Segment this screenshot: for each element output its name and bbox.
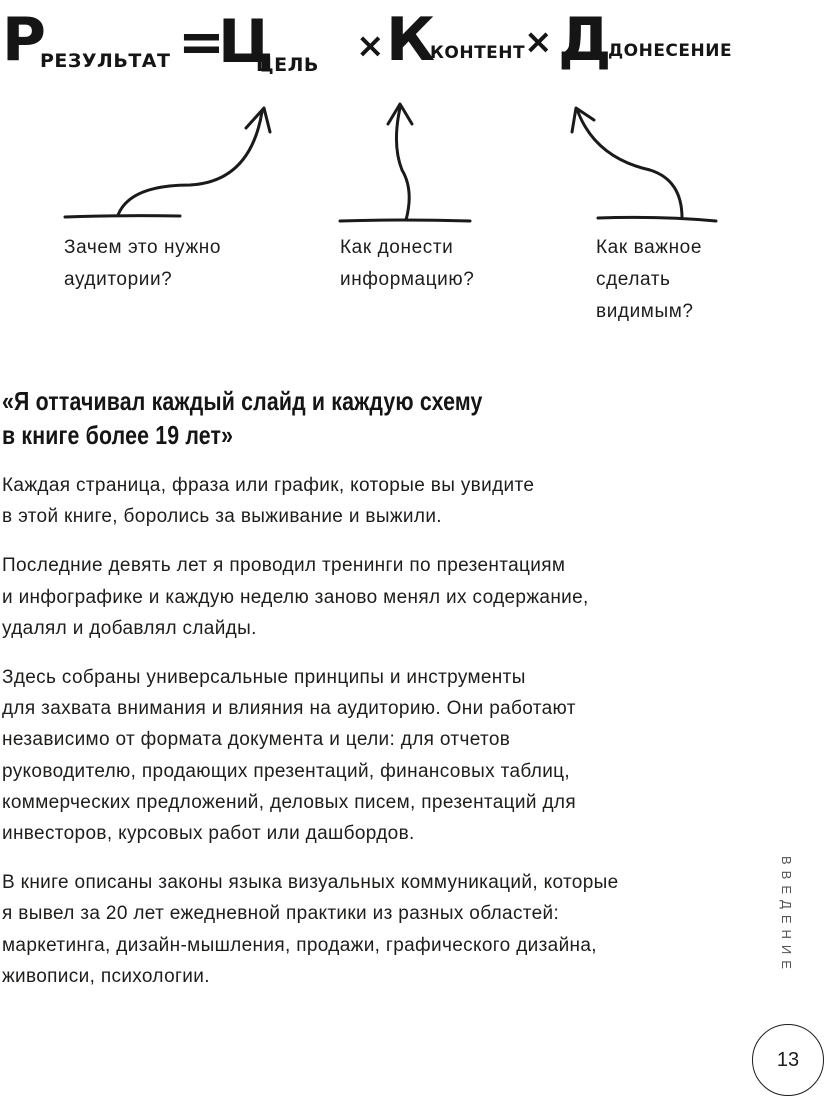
heading-line: в книге более 19 лет» [2,420,234,450]
text-line: руководителю, продающих презентаций, финансовых таблиц, [2,760,571,782]
page-number: 13 [752,1024,824,1096]
caption-line: Зачем это нужно [64,237,222,258]
formula-goal-word: ЦЕЛЬ [256,54,319,76]
formula-delivery-word: ДОНЕСЕНИЕ [608,41,733,61]
content-arrow-curve [396,108,409,220]
text-line: я вывел за 20 лет ежедневной практики из разных областей: [2,903,560,925]
text-line: для захвата внимания и влияния на аудиторию. Они работают [2,698,576,720]
text-line: удалял и добавлял слайды. [2,617,257,639]
paragraph [2,550,732,644]
text-line: инвесторов, курсовых работ или дашбордов. [2,823,415,845]
formula-times-2: × [524,22,553,62]
text-line: в этой книге, боролись за выживание и выжили. [2,506,442,528]
arrows-diagram [0,90,760,235]
caption-content [340,232,474,296]
goal-arrow-curve [118,112,262,215]
chapter-side-label: ВВЕДЕНИЕ [779,856,794,975]
arrows-svg [0,90,760,235]
text-line: В книге описаны законы языка визуальных коммуникаций, которые [2,872,619,894]
caption-line: Как важное [596,237,703,258]
text-line: коммерческих предложений, деловых писем, презентаций для [2,791,576,813]
text-line: Здесь собраны универсальные принципы и инструменты [2,667,526,689]
text-line: независимо от формата документа и цели: для отчетов [2,729,511,751]
formula-equals: = [178,10,225,75]
delivery-arrow-curve [578,112,682,218]
text-line: Каждая страница, фраза или график, которые вы увидите [2,475,535,496]
body-text [2,470,732,1010]
caption-delivery [596,232,702,328]
formula-goal-letter: Ц [218,7,274,77]
caption-line: информацию? [340,269,475,290]
paragraph [2,662,732,849]
formula-times-1: × [356,26,385,66]
heading-line: «Я оттачивал каждый слайд и каждую схему [2,386,483,416]
caption-line: видимым? [596,301,694,322]
caption-goal [64,232,221,296]
text-line: Последние девять лет я проводил тренинги по презентациям [2,555,566,577]
delivery-arrow-base [598,217,716,221]
goal-arrow-base [65,216,180,217]
formula-delivery-letter: Д [558,5,612,75]
caption-line: Как донести [340,237,454,258]
text-line: маркетинга, дизайн-мышления, продажи, графического дизайна, [2,934,597,956]
section-heading [2,384,483,452]
caption-line: сделать [596,269,671,290]
paragraph [2,867,732,992]
formula-content-word: КОНТЕНТ [430,43,526,63]
text-line: живописи, психологии. [2,965,210,987]
text-line: и инфографике и каждую неделю заново менял их содержание, [2,586,589,608]
formula-content-letter: К [386,5,436,75]
caption-line: аудитории? [64,269,173,290]
formula-result-word: РЕЗУЛЬТАТ [40,50,171,72]
paragraph [2,470,732,532]
formula-result-letter: Р [2,5,46,75]
formula [0,5,760,80]
